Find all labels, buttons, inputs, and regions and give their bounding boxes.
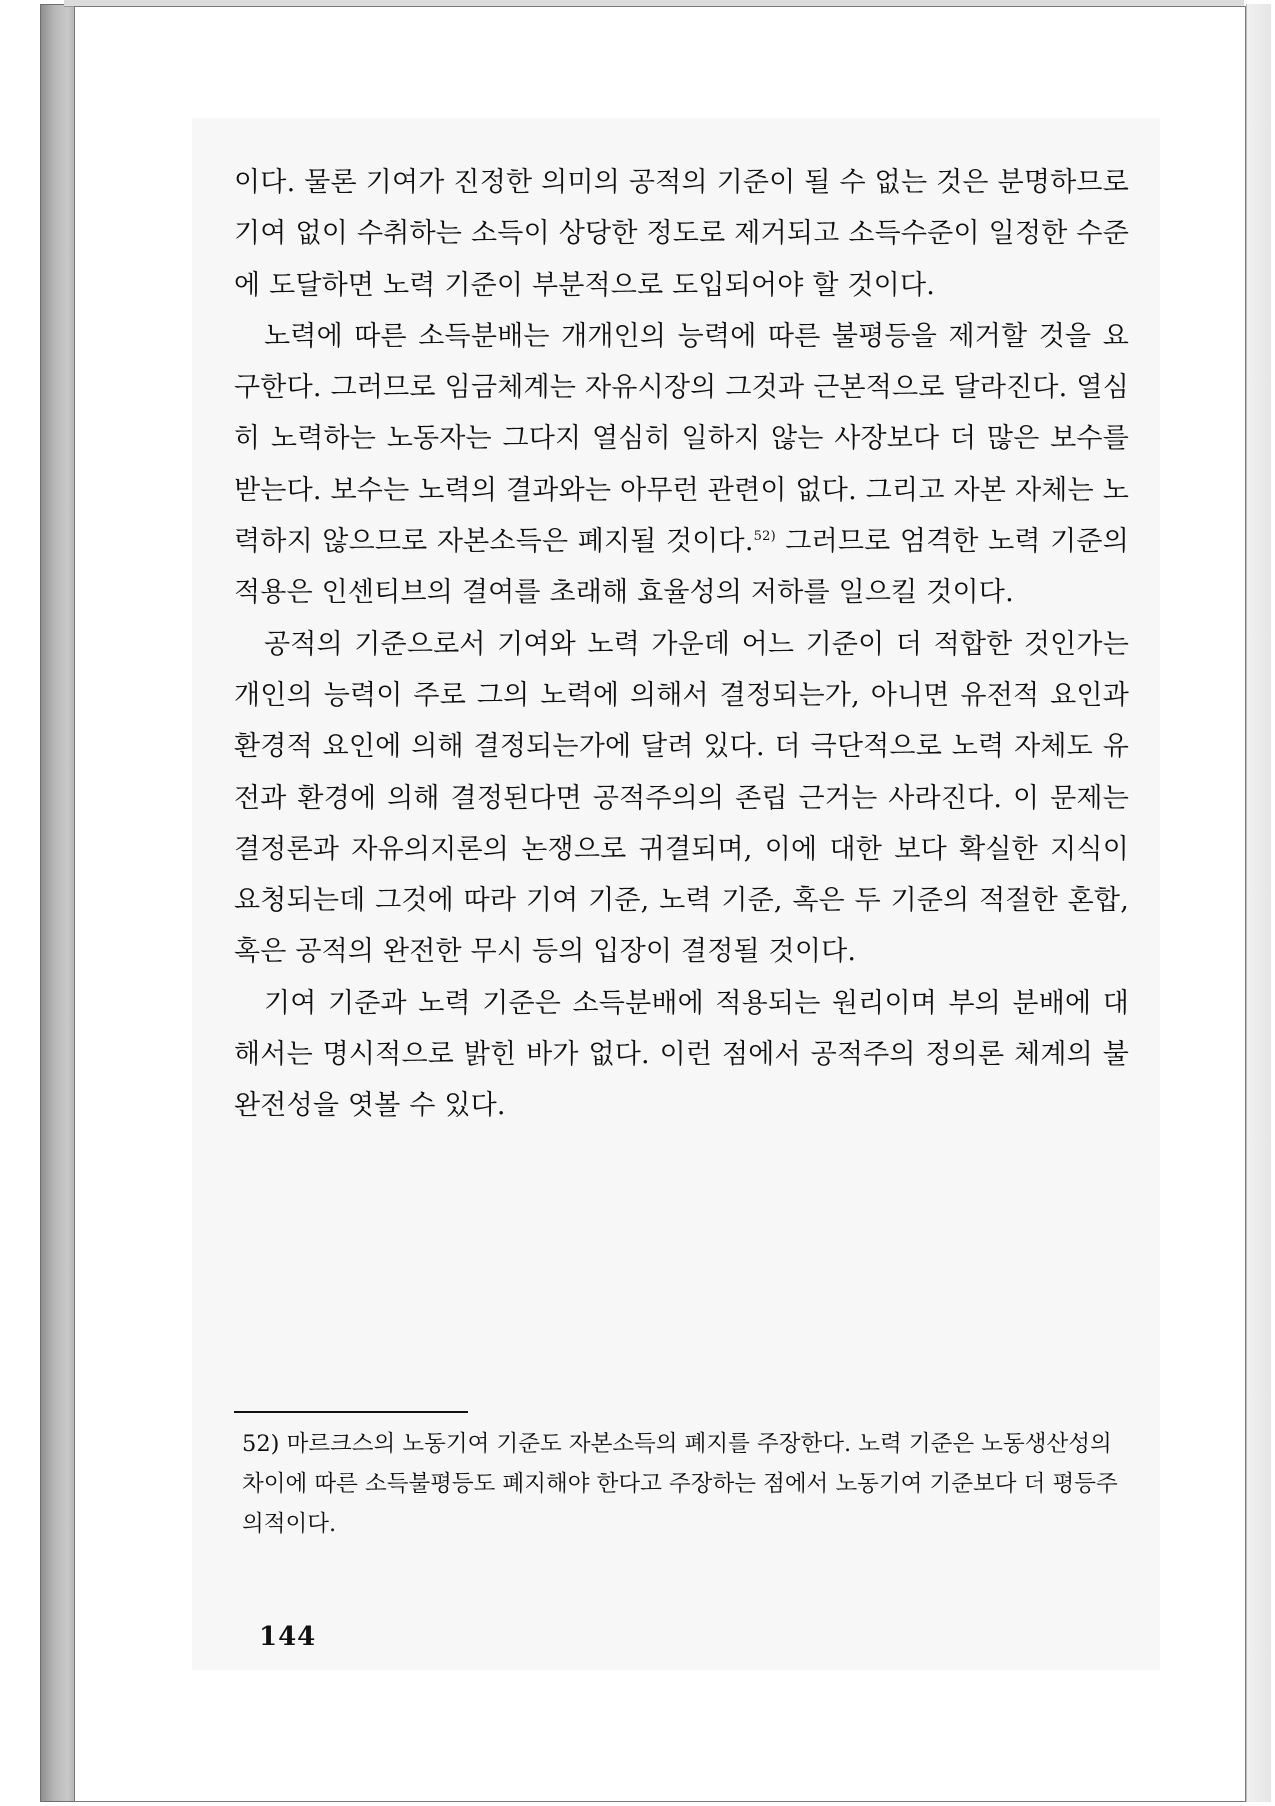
- page-stack-edge: [1246, 4, 1271, 1802]
- paragraph-3: 공적의 기준으로서 기여와 노력 가운데 어느 기준이 더 적합한 것인가는 개인의 능력이 주로 그의 노력에 의해서 결정되는가, 아니면 유전적 요인과 환경적 요인에 의해 결정되는가에 달려 있다. 더 극단적으로 노력 자체도 유전과 환경에 의해 결정된다면 공적주의의 존립 근거는 사라진다. 이 문제는 결정론과 자유의지론의 논쟁으로 귀결되며, 이에 대한 보다 확실한 지식이 요청되는데 그것에 따라 기여 기준, 노력 기준, 혹은 두 기준의 적절한 혼합, 혹은 공적의 완전한 무시 등의 입장이 결정될 것이다.: [234, 628, 1129, 968]
- footnote: [242, 1424, 1129, 1544]
- body-text: [234, 157, 1129, 1132]
- footnote-number: 52): [242, 1431, 280, 1457]
- footnote-body: [242, 1424, 1129, 1544]
- page-number: 144: [259, 1622, 317, 1652]
- paragraph-1: 이다. 물론 기여가 진정한 의미의 공적의 기준이 될 수 없는 것은 분명하므로 기여 없이 수취하는 소득이 상당한 정도로 제거되고 소득수준이 일정한 수준에 도달하면 노력 기준이 부분적으로 도입되어야 할 것이다.: [234, 167, 1129, 301]
- paragraph-2-text-after: 그러므로 엄격한 노력 기준의 적용은 인센티브의 결여를 초래해 효율성의 저하를 일으킬 것이다.: [234, 526, 1129, 609]
- paragraph-4: 기여 기준과 노력 기준은 소득분배에 적용되는 원리이며 부의 분배에 대해서는 명시적으로 밝힌 바가 없다. 이런 점에서 공적주의 정의론 체계의 불완전성을 엿볼 수 있다.: [234, 987, 1129, 1122]
- paragraph-2: [234, 311, 1129, 619]
- footnote-divider: [234, 1411, 468, 1413]
- paragraph-2-text-before: 노력에 따른 소득분배는 개개인의 능력에 따른 불평등을 제거할 것을 요구한다. 그러므로 임금체계는 자유시장의 그것과 근본적으로 달라진다. 열심히 노력하는 노동자는 그다지 열심히 일하지 않는 사장보다 더 많은 보수를 받는다. 보수는 노력의 결과와는 아무런 관련이 없다. 그리고 자본 자체는 노력하지 않으므로 자본소득은 폐지될 것이다.: [234, 320, 1129, 558]
- footnote-text: 마르크스의 노동기여 기준도 자본소득의 폐지를 주장한다. 노력 기준은 노동생산성의 차이에 따른 소득불평등도 폐지해야 한다고 주장하는 점에서 노동기여 기준보다 더 평등주의적이다.: [242, 1431, 1118, 1537]
- footnote-reference: 52): [753, 529, 776, 545]
